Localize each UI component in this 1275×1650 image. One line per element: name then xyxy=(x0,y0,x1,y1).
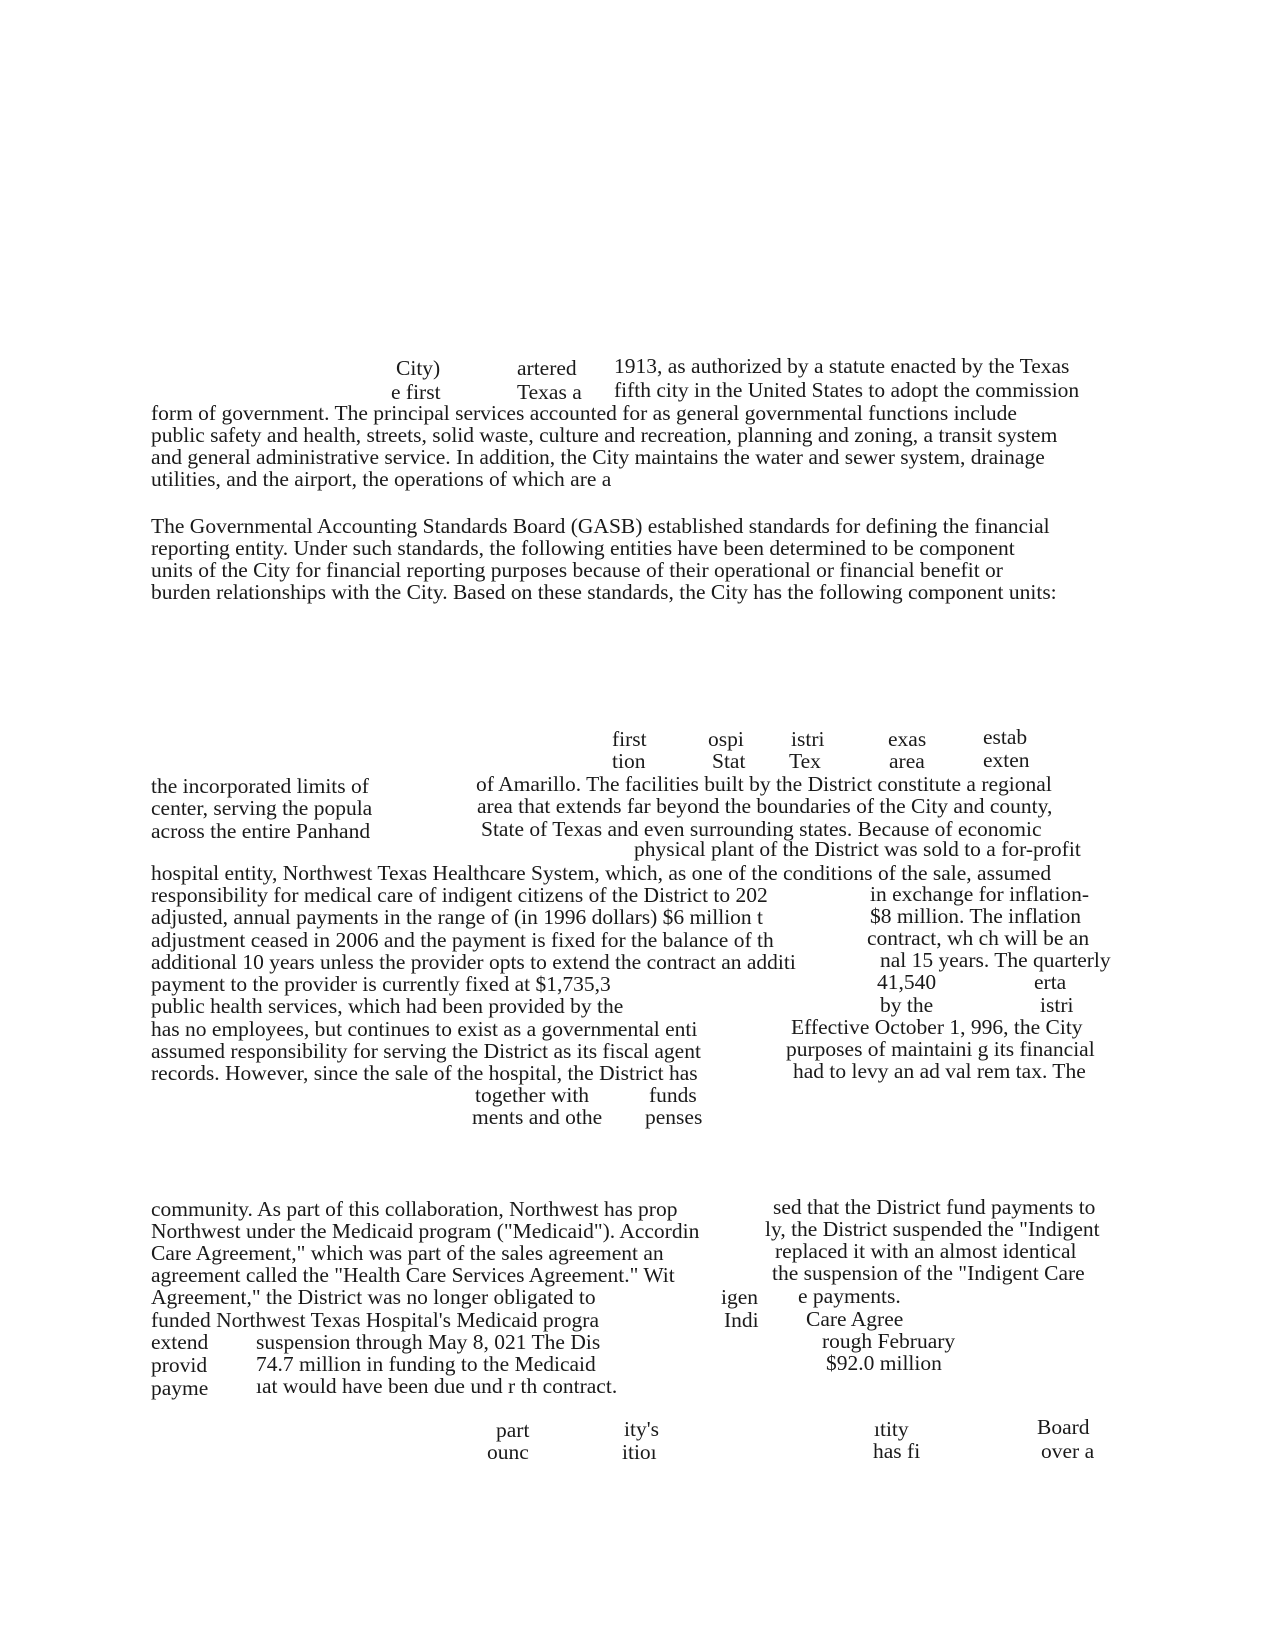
text-fragment: had to levy an ad val rem tax. The xyxy=(793,1059,1086,1083)
text-fragment: Stat xyxy=(712,749,746,773)
text-line: utilities, and the airport, the operations of which are a xyxy=(151,467,612,491)
text-line: form of government. The principal services accounted for as general governmental functions include xyxy=(151,401,1017,425)
text-fragment: e first xyxy=(391,380,441,404)
text-fragment: tion xyxy=(612,749,646,773)
text-line: public safety and health, streets, solid waste, culture and recreation, planning and zoning, a transit system xyxy=(151,423,1058,447)
text-line: and general administrative service. In addition, the City maintains the water and sewer system, drainage xyxy=(151,445,1045,469)
text-fragment: first xyxy=(612,727,647,751)
text-fragment: City) xyxy=(396,356,441,380)
text-fragment: responsibility for medical care of indigent citizens of the District to 202 xyxy=(151,883,768,907)
text-fragment: funds xyxy=(649,1083,697,1107)
text-fragment: assumed responsibility for serving the District as its fiscal agent xyxy=(151,1039,701,1063)
text-fragment: Northwest under the Medicaid program ("Medicaid"). Accordin xyxy=(151,1219,700,1243)
text-line: reporting entity. Under such standards, the following entities have been determined to be component xyxy=(151,536,1015,560)
text-fragment: Tex xyxy=(789,749,821,773)
text-fragment: together with xyxy=(475,1083,590,1107)
text-fragment: area that extends far beyond the boundaries of the City and county, xyxy=(477,794,1053,818)
text-fragment: funded Northwest Texas Hospital's Medicaid progra xyxy=(151,1308,599,1332)
text-fragment: $8 million. The inflation xyxy=(870,904,1082,928)
text-fragment: part xyxy=(496,1418,530,1442)
text-fragment: the suspension of the "Indigent Care xyxy=(772,1261,1085,1285)
text-fragment: the incorporated limits of xyxy=(151,774,369,798)
text-fragment: artered xyxy=(517,356,577,380)
text-fragment: e payments. xyxy=(798,1284,901,1308)
text-fragment: center, serving the popula xyxy=(151,796,373,820)
text-fragment: $92.0 million xyxy=(826,1351,942,1375)
text-fragment: rough February xyxy=(822,1329,956,1353)
text-fragment: in exchange for inflation- xyxy=(870,882,1090,906)
text-fragment: provid xyxy=(151,1353,208,1377)
text-fragment: Indi xyxy=(724,1308,759,1332)
text-fragment: igen xyxy=(721,1285,759,1309)
text-fragment: ments and othe xyxy=(472,1105,603,1129)
text-fragment: replaced it with an almost identical xyxy=(775,1239,1077,1263)
text-line: units of the City for financial reporting purposes because of their operational or financial benefit or xyxy=(151,558,1003,582)
text-fragment: nal 15 years. The quarterly xyxy=(880,948,1111,972)
text-fragment: extend xyxy=(151,1330,209,1354)
text-fragment: ıtity xyxy=(874,1417,909,1441)
text-fragment: physical plant of the District was sold to a for-profit xyxy=(634,837,1081,861)
text-fragment: Care Agreement," which was part of the sales agreement an xyxy=(151,1241,664,1265)
text-fragment: adjustment ceased in 2006 and the payment is fixed for the balance of th xyxy=(151,928,774,952)
text-fragment: ity's xyxy=(624,1417,659,1441)
text-fragment: estab xyxy=(983,725,1028,749)
text-fragment: sed that the District fund payments to xyxy=(773,1195,1096,1219)
text-fragment: area xyxy=(889,749,925,773)
text-fragment: of Amarillo. The facilities built by the District constitute a regional xyxy=(476,772,1052,796)
text-fragment: istri xyxy=(791,727,825,751)
text-fragment: Agreement," the District was no longer obligated to xyxy=(151,1285,596,1309)
text-line: The Governmental Accounting Standards Board (GASB) established standards for defining the financial xyxy=(151,514,1050,538)
text-fragment: has no employees, but continues to exist as a governmental enti xyxy=(151,1017,698,1041)
text-fragment: istri xyxy=(1040,993,1074,1017)
text-fragment: by the xyxy=(880,993,934,1017)
text-fragment: ly, the District suspended the "Indigent xyxy=(765,1217,1100,1241)
text-line: burden relationships with the City. Based on these standards, the City has the following component units: xyxy=(151,580,1057,604)
text-fragment: across the entire Panhand xyxy=(151,819,371,843)
text-fragment: exten xyxy=(983,748,1030,772)
text-fragment: records. However, since the sale of the hospital, the District has xyxy=(151,1061,698,1085)
text-fragment: Texas a xyxy=(517,380,582,404)
text-fragment: public health services, which had been provided by the xyxy=(151,994,624,1018)
text-fragment: suspension through May 8, 021 The Dis xyxy=(256,1330,601,1354)
text-fragment: exas xyxy=(888,727,927,751)
text-fragment: Care Agree xyxy=(806,1307,904,1331)
text-fragment: fifth city in the United States to adopt the commission xyxy=(614,378,1080,402)
text-fragment: 1913, as authorized by a statute enacted by the Texas xyxy=(614,354,1070,378)
text-fragment: adjusted, annual payments in the range of (in 1996 dollars) $6 million t xyxy=(151,905,764,929)
text-fragment: agreement called the "Health Care Services Agreement." Wit xyxy=(151,1263,675,1287)
text-fragment: has fi xyxy=(873,1439,921,1463)
text-fragment: 41,540 xyxy=(877,970,937,994)
text-fragment: over a xyxy=(1041,1439,1095,1463)
text-fragment: ıat would have been due und r th contract. xyxy=(256,1374,618,1398)
text-fragment: penses xyxy=(645,1105,703,1129)
text-fragment: purposes of maintaini g its financial xyxy=(786,1037,1095,1061)
text-fragment: community. As part of this collaboration, Northwest has prop xyxy=(151,1197,678,1221)
text-fragment: ounc xyxy=(487,1440,529,1464)
text-fragment: erta xyxy=(1034,970,1067,994)
text-fragment: contract, wh ch will be an xyxy=(867,926,1090,950)
text-fragment: Board xyxy=(1037,1415,1090,1439)
text-fragment: payme xyxy=(151,1376,209,1400)
text-fragment: Effective October 1, 996, the City xyxy=(791,1015,1083,1039)
text-line: hospital entity, Northwest Texas Healthcare System, which, as one of the conditions of the sale, assumed xyxy=(151,861,1052,885)
text-fragment: 74.7 million in funding to the Medicaid xyxy=(256,1352,596,1376)
text-fragment: ospi xyxy=(708,727,744,751)
text-fragment: payment to the provider is currently fixed at $1,735,3 xyxy=(151,972,611,996)
text-fragment: additional 10 years unless the provider opts to extend the contract an additi xyxy=(151,950,796,974)
text-fragment: itioı xyxy=(622,1440,657,1464)
text-fragment: State of Texas and even surrounding states. Because of economic xyxy=(481,817,1042,841)
